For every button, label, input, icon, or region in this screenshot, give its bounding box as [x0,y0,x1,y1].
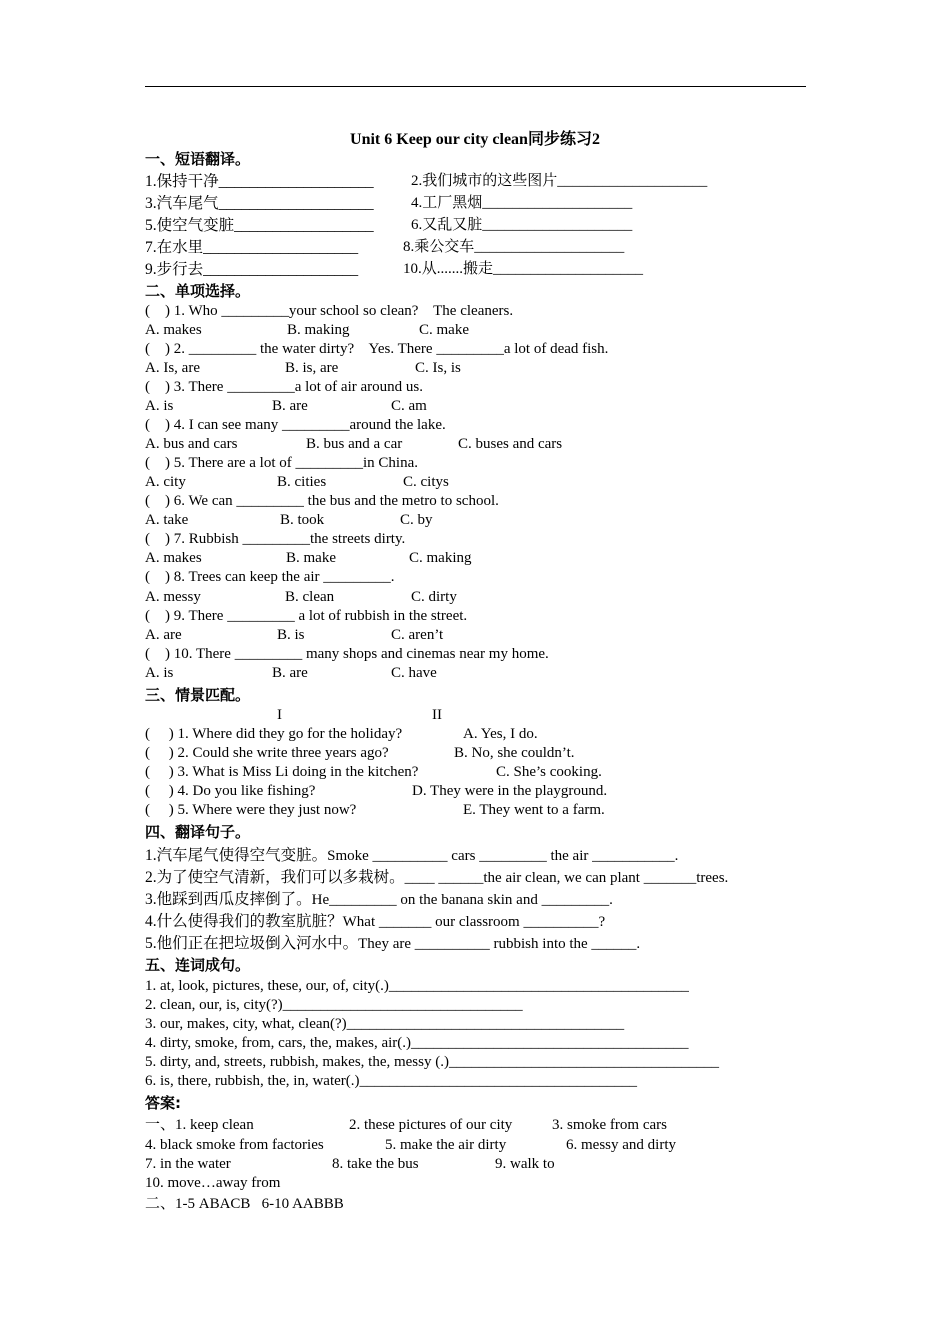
translation-english: What _______ our classroom __________? [342,914,606,930]
option-c: C. make [419,322,469,338]
phrase-item: 2.我们城市的这些图片____________________ [411,173,708,189]
answer-item: 10. move…away from [145,1175,281,1191]
section-3-heading: 三、情景匹配。 [145,686,251,704]
option-b: B. is, are [285,360,339,376]
translation-english: They are __________ rubbish into the ______. [358,936,641,952]
match-answer: C. She’s cooking. [496,764,602,780]
translation-line [145,934,640,954]
phrase-item: 7.在水里____________________ [145,239,359,256]
translation-chinese: 1.汽车尾气使得空气变脏。 [145,847,328,864]
match-answer: D. They were in the playground. [412,783,608,799]
match-answer: A. Yes, I do. [463,726,538,742]
question-10: ( ) 10. There _________ many shops and cinemas near my home. [145,646,549,662]
match-question: ( ) 4. Do you like fishing? [145,783,316,799]
option-a: A. is [145,665,174,681]
option-c: C. Is, is [415,360,461,376]
question-6: ( ) 6. We can _________ the bus and the metro to school. [145,493,499,509]
column-header-i: I [277,707,282,723]
option-a: A. makes [145,550,202,566]
option-b: B. are [272,665,308,681]
match-question: ( ) 2. Could she write three years ago? [145,745,389,761]
reorder-line: 6. is, there, rubbish, the, in, water(.)_____________________________________ [145,1073,638,1089]
match-question: ( ) 3. What is Miss Li doing in the kitchen? [145,764,419,780]
question-3: ( ) 3. There _________a lot of air around us. [145,379,423,395]
option-c: C. making [409,550,472,566]
section-2-heading: 二、单项选择。 [145,282,251,300]
option-a: A. take [145,512,189,528]
option-c: C. by [400,512,433,528]
translation-chinese: 2.为了使空气清新，我们可以多栽树。 [145,869,405,886]
option-a: A. Is, are [145,360,200,376]
translation-line [145,890,613,910]
match-answer: B. No, she couldn’t. [454,745,575,761]
column-header-ii: II [432,707,442,723]
reorder-line: 3. our, makes, city, what, clean(?)_____________________________________ [145,1016,625,1032]
translation-chinese: 5.他们正在把垃圾倒入河水中。 [145,935,359,952]
option-a: A. makes [145,322,202,338]
answer-item: 一、1. keep clean [145,1117,254,1133]
option-b: B. clean [285,589,335,605]
translation-line [145,912,605,932]
option-c: C. buses and cars [458,436,563,452]
option-b: B. took [280,512,325,528]
phrase-item: 1.保持干净____________________ [145,173,374,190]
phrase-item: 4.工厂黑烟____________________ [411,195,633,211]
option-b: B. make [286,550,336,566]
header-rule [145,86,806,87]
match-question: ( ) 1. Where did they go for the holiday? [145,726,403,742]
question-8: ( ) 8. Trees can keep the air _________. [145,569,395,585]
option-c: C. aren’t [391,627,444,643]
answer-item: 4. black smoke from factories [145,1137,324,1153]
question-4: ( ) 4. I can see many _________around the lake. [145,417,446,433]
phrase-item: 9.步行去____________________ [145,261,359,278]
option-b: B. bus and a car [306,436,403,452]
match-answer: E. They went to a farm. [463,802,605,818]
option-a: A. messy [145,589,201,605]
translation-chinese: 4.什么使得我们的教室肮脏？ [145,913,343,930]
section-1-heading: 一、短语翻译。 [145,150,251,168]
reorder-line: 2. clean, our, is, city(?)________________________________ [145,997,523,1013]
answer-item: 8. take the bus [332,1156,419,1172]
question-7: ( ) 7. Rubbish _________the streets dirty. [145,531,406,547]
answer-item: 5. make the air dirty [385,1137,507,1153]
answer-item: 二、1-5 ABACB 6-10 AABBB [145,1196,344,1212]
answer-item: 9. walk to [495,1156,555,1172]
phrase-item: 3.汽车尾气____________________ [145,195,374,212]
answers-heading: 答案: [145,1094,181,1112]
translation-english: Smoke __________ cars _________ the air ___________. [327,848,679,864]
reorder-line: 4. dirty, smoke, from, cars, the, makes, air(.)_____________________________________ [145,1035,689,1051]
phrase-item: 10.从.......搬走____________________ [403,261,644,277]
option-c: C. dirty [411,589,457,605]
option-a: A. city [145,474,186,490]
option-b: B. cities [277,474,327,490]
phrase-item: 5.使空气变脏__________________ [145,217,374,234]
translation-english: ____ ______the air clean, we can plant _______trees. [404,870,729,886]
question-2: ( ) 2. _________ the water dirty? Yes. There _________a lot of dead fish. [145,341,609,357]
option-c: C. citys [403,474,449,490]
translation-line [145,868,728,888]
phrase-item: 8.乘公交车____________________ [403,239,625,255]
section-4-heading: 四、翻译句子。 [145,823,251,841]
document-title: Unit 6 Keep our city clean同步练习2 [350,131,600,148]
option-c: C. am [391,398,427,414]
translation-chinese: 3.他踩到西瓜皮摔倒了。 [145,891,312,908]
answer-item: 6. messy and dirty [566,1137,676,1153]
question-1: ( ) 1. Who _________your school so clean? The cleaners. [145,303,514,319]
reorder-line: 1. at, look, pictures, these, our, of, city(.)________________________________________ [145,978,689,994]
section-5-heading: 五、连词成句。 [145,956,251,974]
answer-item: 3. smoke from cars [552,1117,667,1133]
translation-line [145,846,678,866]
answer-item: 2. these pictures of our city [349,1117,513,1133]
answer-item: 7. in the water [145,1156,231,1172]
question-9: ( ) 9. There _________ a lot of rubbish in the street. [145,608,468,624]
option-a: A. bus and cars [145,436,238,452]
option-c: C. have [391,665,437,681]
translation-english: He_________ on the banana skin and _________. [311,892,613,908]
option-b: B. are [272,398,308,414]
match-question: ( ) 5. Where were they just now? [145,802,357,818]
question-5: ( ) 5. There are a lot of _________in China. [145,455,418,471]
option-b: B. making [287,322,350,338]
phrase-item: 6.又乱又脏____________________ [411,217,633,233]
option-a: A. are [145,627,182,643]
option-a: A. is [145,398,174,414]
option-b: B. is [277,627,305,643]
reorder-line: 5. dirty, and, streets, rubbish, makes, the, messy (.)____________________________________ [145,1054,719,1070]
